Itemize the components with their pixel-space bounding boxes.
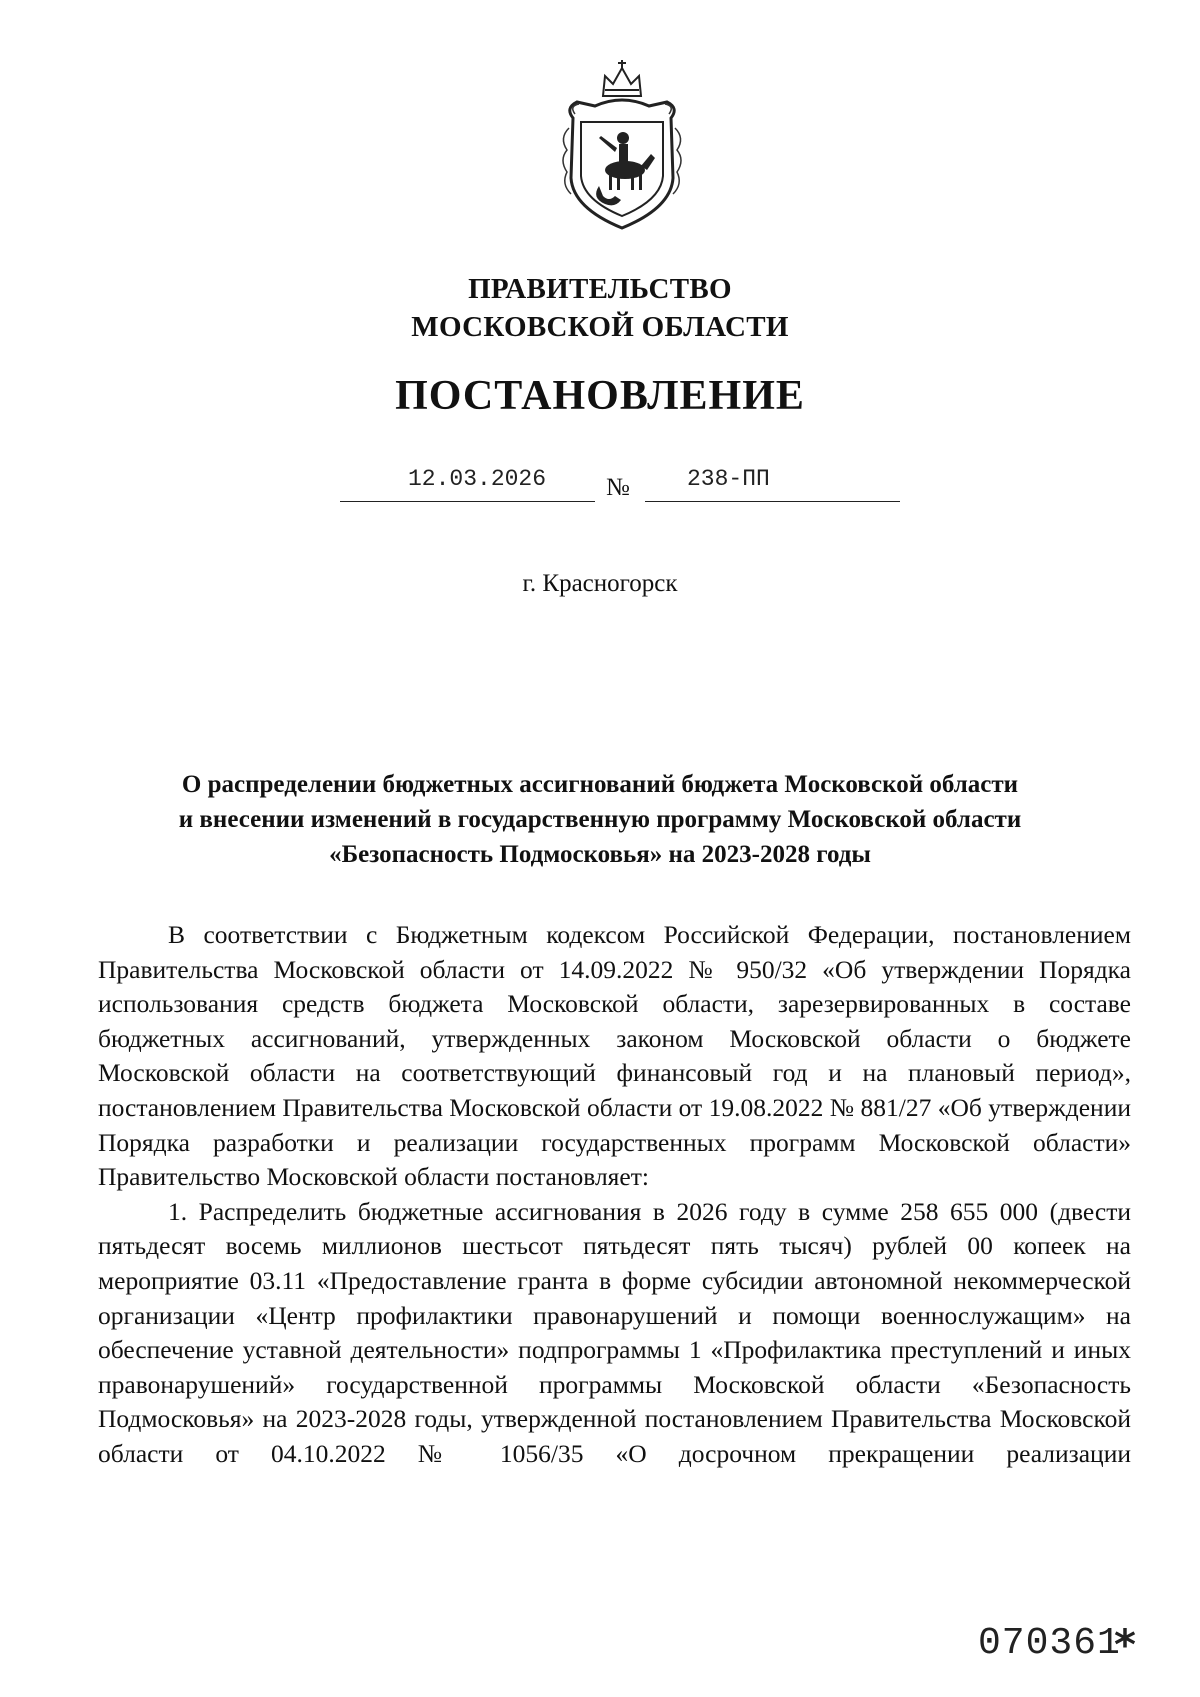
body-paragraph-item1: 1. Распределить бюджетные ассигнования в 2026 году в сумме 258 655 000 (двести пятьдесят восемь миллионов шестьсот пятьдесят пять тысяч) рублей 00 копеек на мероприятие 03.11 «Предоставление гранта в форме субсидии автономной некоммерческой организации «Центр профилактики правонарушений и помощи военнослужащим» на обеспечение уставной деятельности» подпрограммы 1 «Профилактика преступлений и иных правонарушений» государственной программы Московской области «Безопасность Подмосковья» на 2023-2028 годы, утвержденной постановлением Правительства Московской области от 04.10.2022 № 1056/35 «О досрочном прекращении реализации [98,1196,1131,1468]
document-body [98,918,1131,1472]
title-line3: «Безопасность Подмосковья» на 2023-2028 годы [329,841,871,868]
coat-of-arms-icon [555,58,690,233]
title-line1: О распределении бюджетных ассигнований бюджета Московской области [181,771,1019,798]
document-title [95,767,1105,872]
document-type: ПОСТАНОВЛЕНИЕ [395,373,805,419]
city: г. Красногорск [522,570,678,597]
stamp-asterisk: * [1114,1620,1136,1669]
number-underline [645,501,900,502]
document-number: 238-ПП [687,466,770,492]
body-paragraph-preamble: В соответствии с Бюджетным кодексом Российской Федерации, постановлением Правительства Московской области от 14.09.2022 № 950/32 «Об утверждении Порядка использования средств бюджета Московской области, зарезервированных в составе бюджетных ассигнований, утвержденных законом Московской области о бюджете Московской области на соответствующий финансовый год и на плановый период», постановлением Правительства Московской области от 19.08.2022 № 881/27 «Об утверждении Порядка разработки и реализации государственных программ Московской области» Правительство Московской области постановляет: [98,920,1131,1192]
date-underline [340,501,595,502]
government-name-line1: ПРАВИТЕЛЬСТВО [468,273,732,305]
title-line2: и внесении изменений в государственную программу Московской области [178,806,1022,833]
government-name-line2: МОСКОВСКОЙ ОБЛАСТИ [411,311,789,343]
number-sign: № [606,474,630,501]
document-date: 12.03.2026 [408,466,547,492]
serial-stamp-number: 070361 [978,1622,1121,1665]
